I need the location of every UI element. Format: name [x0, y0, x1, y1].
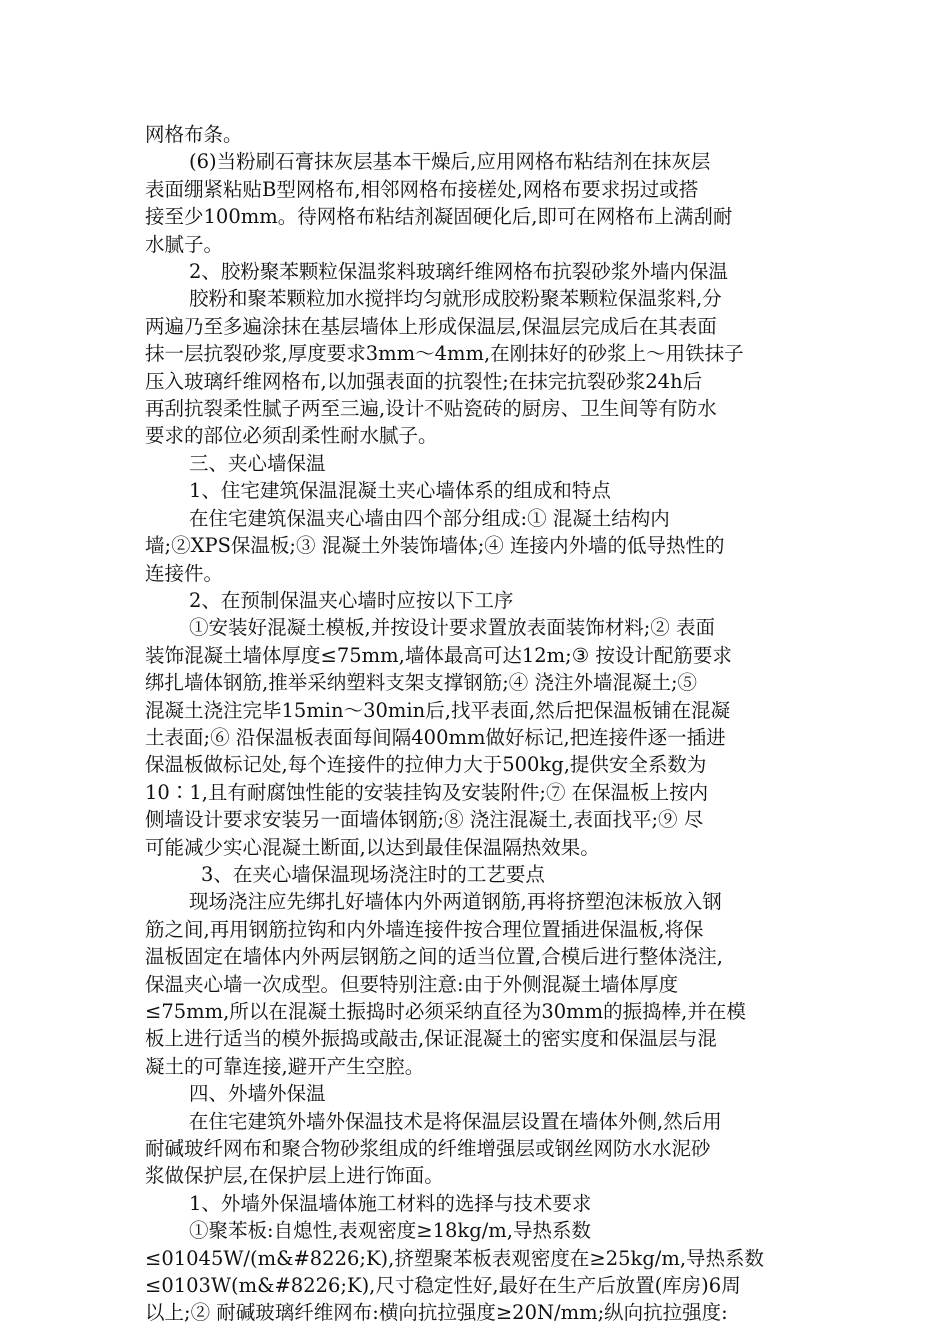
text-line: 要求的部位必须刮柔性耐水腻子。: [145, 424, 438, 448]
text-line: 两遍乃至多遍涂抹在基层墙体上形成保温层,保温层完成后在其表面: [145, 314, 717, 338]
text-line: 压入玻璃纤维网格布,以加强表面的抗裂性;在抹完抗裂砂浆24h后: [145, 369, 703, 393]
section-heading: 2、在预制保温夹心墙时应按以下工序: [189, 588, 514, 612]
text-line: 连接件。: [145, 561, 224, 585]
text-line: 装饰混凝土墙体厚度≤75mm,墙体最高可达12m;③ 按设计配筋要求: [145, 643, 732, 667]
section-heading: 三、夹心墙保温: [189, 451, 326, 475]
section-heading: 1、住宅建筑保温混凝土夹心墙体系的组成和特点: [189, 479, 611, 503]
text-line: ≤75mm,所以在混凝土振捣时必须采纳直径为30mm的振捣棒,并在模: [145, 1000, 746, 1023]
text-line: (6)当粉刷石膏抹灰层基本干燥后,应用网格布粘结剂在抹灰层: [189, 150, 711, 174]
text-line: 土表面;⑥ 沿保温板表面每间隔400mm做好标记,把连接件逐一插进: [145, 725, 726, 749]
text-line: 以上;② 耐碱玻璃纤维网布:横向抗拉强度≥20N/mm;纵向抗拉强度:: [145, 1301, 728, 1325]
text-line: ①聚苯板:自熄性,表观密度≥18kg/m,导热系数: [189, 1219, 591, 1243]
section-heading: 2、胶粉聚苯颗粒保温浆料玻璃纤维网格布抗裂砂浆外墙内保温: [189, 260, 728, 284]
text-line: 可能减少实心混凝土断面,以达到最佳保温隔热效果。: [145, 835, 600, 859]
text-line: 网格布条。: [145, 123, 243, 146]
text-line: 抹一层抗裂砂浆,厚度要求3mm～4mm,在刚抹好的砂浆上～用铁抹子: [145, 342, 744, 366]
text-line: 混凝土浇注完毕15min～30min后,找平表面,然后把保温板铺在混凝: [145, 698, 731, 722]
text-line: 胶粉和聚苯颗粒加水搅拌均匀就形成胶粉聚苯颗粒保温浆料,分: [189, 287, 722, 311]
text-line: 耐碱玻纤网布和聚合物砂浆组成的纤维增强层或钢丝网防水水泥砂: [145, 1137, 711, 1161]
text-line: 板上进行适当的模外振捣或敲击,保证混凝土的密实度和保温层与混: [145, 1027, 717, 1051]
text-line: ≤01045W/(m&#8226;K),挤塑聚苯板表观密度在≥25kg/m,导热系数: [145, 1246, 765, 1270]
text-line: 10∶1,且有耐腐蚀性能的安装挂钩及安装附件;⑦ 在保温板上按内: [145, 780, 709, 804]
text-line: 浆做保护层,在保护层上进行饰面。: [145, 1164, 444, 1188]
text-line: 绑扎墙体钢筋,推举采纳塑料支架支撑钢筋;④ 浇注外墙混凝土;⑤: [145, 671, 698, 695]
text-line: 水腻子。: [145, 232, 224, 256]
text-line: ≤0103W(m&#8226;K),尺寸稳定性好,最好在生产后放置(库房)6周: [145, 1274, 741, 1298]
section-heading: 四、外墙外保温: [189, 1082, 326, 1106]
text-line: 在住宅建筑外墙外保温技术是将保温层设置在墙体外侧,然后用: [189, 1109, 722, 1133]
text-line: 筋之间,再用钢筋拉钩和内外墙连接件按合理位置插进保温板,将保: [145, 917, 704, 941]
text-line: 接至少100mm。待网格布粘结剂凝固硬化后,即可在网格布上满刮耐: [145, 205, 733, 229]
text-line: 侧墙设计要求安装另一面墙体钢筋;⑧ 浇注混凝土,表面找平;⑨ 尽: [145, 808, 704, 832]
text-line: 保温夹心墙一次成型。但要特别注意:由于外侧混凝土墙体厚度: [145, 972, 679, 996]
section-heading: 1、外墙外保温墙体施工材料的选择与技术要求: [189, 1191, 592, 1215]
section-heading: 3、在夹心墙保温现场浇注时的工艺要点: [201, 862, 545, 886]
text-line: 现场浇注应先绑扎好墙体内外两道钢筋,再将挤塑泡沫板放入钢: [189, 890, 722, 914]
text-line: 表面绷紧粘贴B型网格布,相邻网格布接槎处,网格布要求拐过或搭: [145, 177, 699, 201]
text-line: ①安装好混凝土模板,并按设计要求置放表面装饰材料;② 表面: [189, 616, 715, 640]
text-line: 墙;②XPS保温板;③ 混凝土外装饰墙体;④ 连接内外墙的低导热性的: [145, 534, 725, 558]
text-line: 温板固定在墙体内外两层钢筋之间的适当位置,合模后进行整体浇注,: [145, 945, 723, 969]
text-line: 再刮抗裂柔性腻子两至三遍,设计不贴瓷砖的厨房、卫生间等有防水: [145, 397, 717, 421]
document-page: [145, 121, 810, 1327]
text-line: 凝土的可靠连接,避开产生空腔。: [145, 1054, 425, 1078]
text-line: 在住宅建筑保温夹心墙由四个部分组成:① 混凝土结构内: [189, 506, 670, 530]
text-line: 保温板做标记处,每个连接件的拉伸力大于500kg,提供安全系数为: [145, 753, 707, 777]
